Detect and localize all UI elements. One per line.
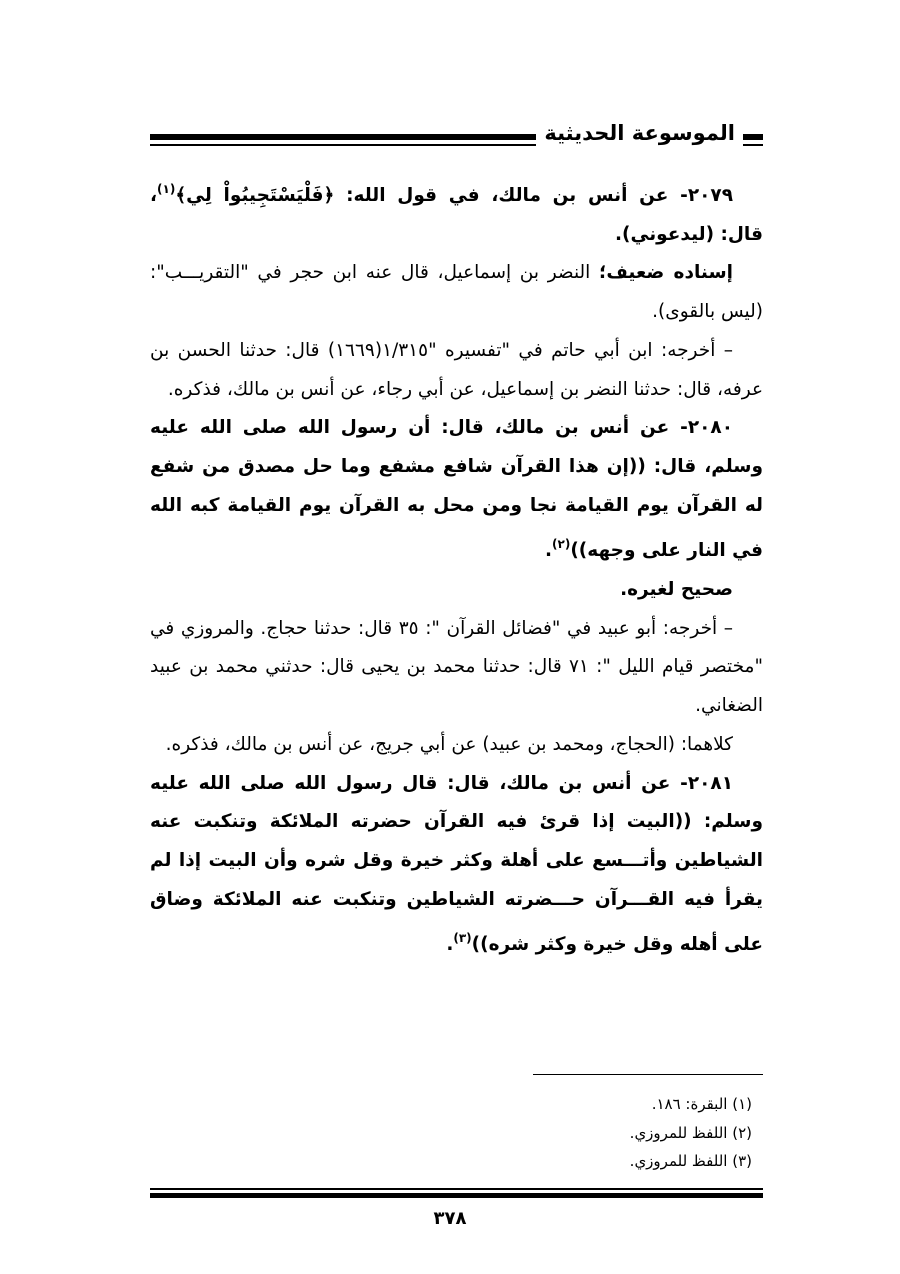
takhrij-2080-b: كلاهما: (الحجاج، ومحمد بن عبيد) عن أبي جريج، عن أنس بن مالك، فذكره. — [165, 733, 733, 755]
isnad-2079 — [150, 254, 763, 331]
footer-rule-thick — [150, 1193, 763, 1198]
grading-2080: صحيح لغيره. — [620, 579, 733, 601]
footnote-separator — [533, 1074, 763, 1075]
hadith-2080-end: . — [545, 540, 553, 562]
hadith-2079-text: ٢٠٧٩- عن أنس بن مالك، في قول الله: ﴿فَلْيَسْتَجِيبُواْ لِي﴾ — [175, 185, 733, 206]
footnote-ref-1: (١) — [157, 182, 176, 196]
footnotes — [630, 1090, 752, 1176]
running-header — [150, 118, 763, 158]
footnote-1: (١) البقرة: ١٨٦. — [651, 1095, 752, 1113]
footnote-3: (٣) اللفظ للمروزي. — [629, 1152, 752, 1170]
hadith-2079-text-end: ، قال: (ليدعوني). — [150, 185, 763, 245]
header-title: الموسوعة الحديثية — [536, 118, 743, 148]
main-text — [150, 170, 763, 965]
takhrij-2080-a: – أخرجه: أبو عبيد في "فضائل القرآن ": ٣٥ قال: حدثنا حجاج. والمروزي في "مختصر قيام الليل ": ٧١ قال: حدثنا محمد بن يحيى قال: حدثني محمد بن عبيد الضغاني. — [150, 617, 763, 717]
footnote-ref-3: (٣) — [453, 931, 472, 946]
hadith-2080-text: ٢٠٨٠- عن أنس بن مالك، قال: أن رسول الله صلى الله عليه وسلم، قال: ((إن هذا القرآن شافع مشفع وما حل مصدق من شفع له القرآن يوم القيامة نجا ومن محل به القرآن يوم القيامة كبه الله في النار على وجهه)) — [150, 417, 763, 562]
isnad-label: إسناده ضعيف؛ — [599, 262, 733, 284]
takhrij-2079: – أخرجه: ابن أبي حاتم في "تفسيره "١/٣١٥(١٦٦٩) قال: حدثنا الحسن بن عرفه، قال: حدثنا النضر بن إسماعيل، عن أبي رجاء، عن أنس بن مالك، فذكره. — [150, 339, 763, 400]
hadith-2080 — [150, 409, 763, 571]
isnad-text: النضر بن إسماعيل، قال عنه ابن حجر في "التقريـــب": (ليس بالقوى). — [150, 262, 763, 323]
page-number: ٣٧٨ — [433, 1208, 467, 1229]
hadith-2079 — [150, 170, 763, 254]
hadith-2081-end: . — [446, 934, 454, 956]
hadith-2081-text: ٢٠٨١- عن أنس بن مالك، قال: قال رسول الله صلى الله عليه وسلم: ((البيت إذا قرئ فيه القرآن حضرته الملائكة وتنكبت عنه الشياطين وأتـــسع على أهلة وكثر خيرة وقل شره وأن البيت إذا لم يقرأ فيه القـــرآن حـــضرته الشياطين وتنكبت عنه الملائكة وضاق على أهله وقل خيرة وكثر شره)) — [150, 772, 763, 956]
footnote-ref-2: (٢) — [552, 537, 571, 552]
footnote-2: (٢) اللفظ للمروزي. — [629, 1123, 752, 1142]
hadith-2081 — [150, 765, 763, 966]
footer-rule-thin — [150, 1188, 763, 1190]
